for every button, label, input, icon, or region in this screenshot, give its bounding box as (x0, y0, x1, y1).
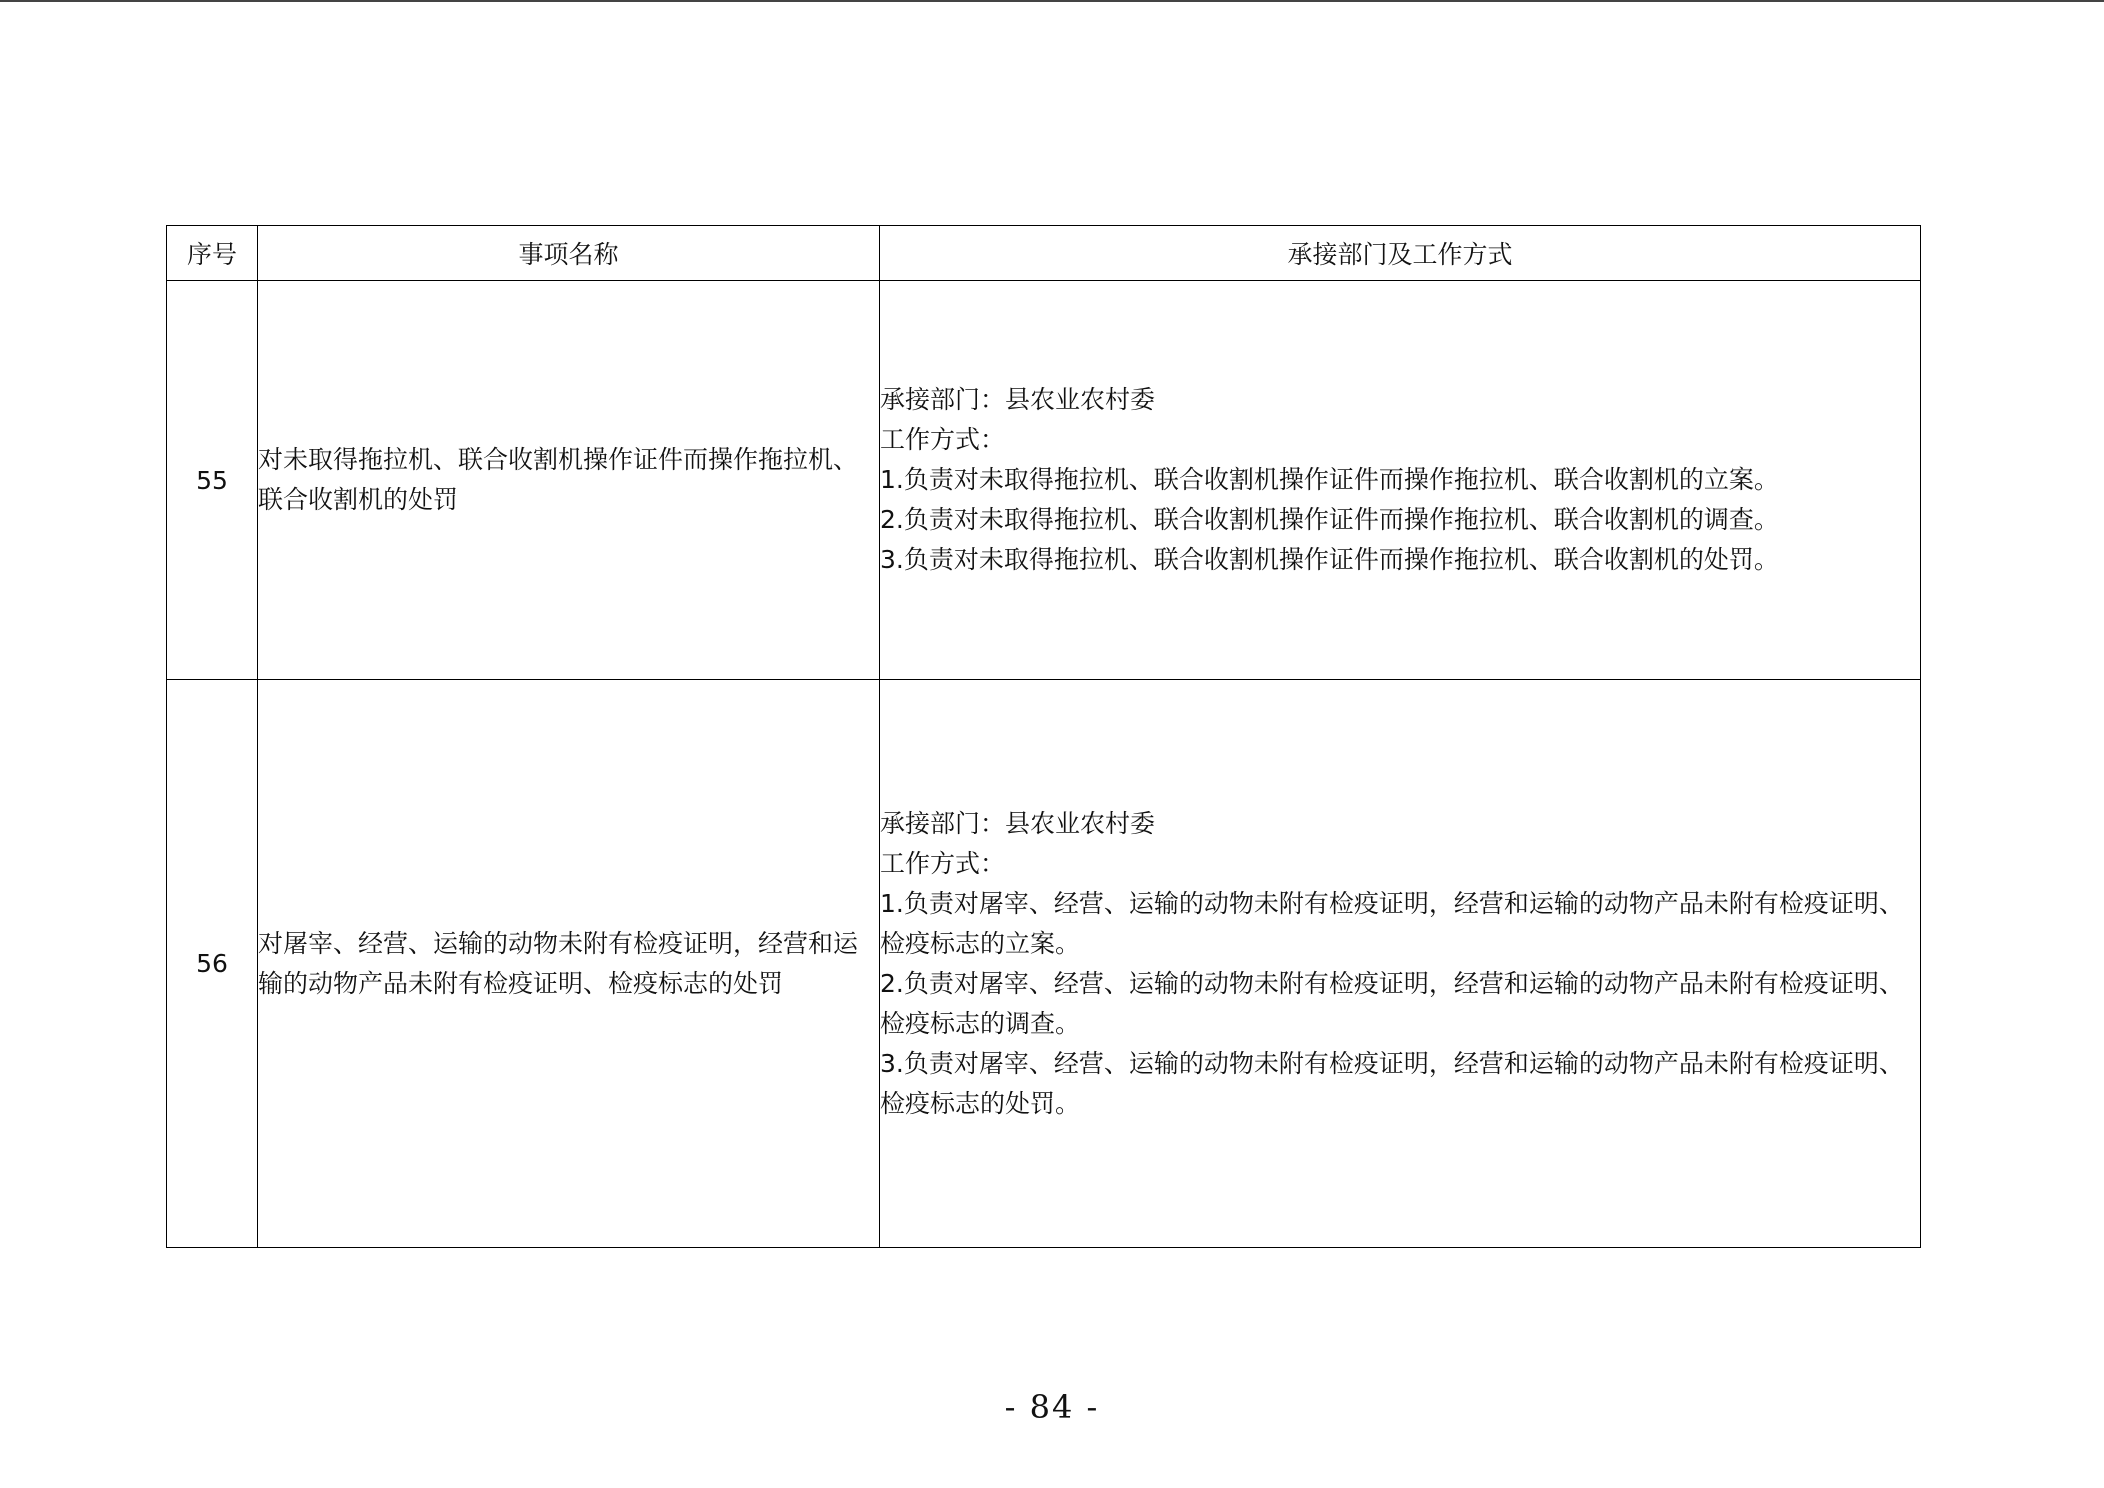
table-row (167, 281, 1921, 680)
row-item-name: 对未取得拖拉机、联合收割机操作证件而操作拖拉机、联合收割机的处罚 (258, 281, 880, 680)
table-header-row (167, 226, 1921, 281)
header-item-name: 事项名称 (258, 226, 880, 281)
header-seq: 序号 (167, 226, 258, 281)
page-number: - 84 - (1004, 1388, 1100, 1426)
dept-line: 1.负责对未取得拖拉机、联合收割机操作证件而操作拖拉机、联合收割机的立案。 (880, 465, 1779, 494)
dept-line: 3.负责对屠宰、经营、运输的动物未附有检疫证明，经营和运输的动物产品未附有检疫证明、检疫标志的处罚。 (880, 1048, 1904, 1118)
dept-line: 工作方式： (880, 425, 1006, 454)
dept-line: 2.负责对未取得拖拉机、联合收割机操作证件而操作拖拉机、联合收割机的调查。 (880, 505, 1779, 534)
dept-line: 1.负责对屠宰、经营、运输的动物未附有检疫证明，经营和运输的动物产品未附有检疫证明、检疫标志的立案。 (880, 888, 1904, 958)
row-dept-method (880, 680, 1921, 1248)
row-seq: 55 (167, 281, 258, 680)
top-border-line (0, 0, 2104, 2)
header-dept-method: 承接部门及工作方式 (880, 226, 1921, 281)
row-dept-method (880, 281, 1921, 680)
dept-line: 工作方式： (880, 848, 1006, 878)
table-row (167, 680, 1921, 1248)
dept-line: 承接部门：县农业农村委 (880, 385, 1156, 414)
dept-line: 2.负责对屠宰、经营、运输的动物未附有检疫证明，经营和运输的动物产品未附有检疫证明、检疫标志的调查。 (880, 968, 1904, 1038)
row-item-name: 对屠宰、经营、运输的动物未附有检疫证明，经营和运输的动物产品未附有检疫证明、检疫标志的处罚 (258, 680, 880, 1248)
items-table (166, 225, 1921, 1248)
dept-line: 承接部门：县农业农村委 (880, 808, 1156, 838)
dept-line: 3.负责对未取得拖拉机、联合收割机操作证件而操作拖拉机、联合收割机的处罚。 (880, 545, 1779, 574)
row-seq: 56 (167, 680, 258, 1248)
